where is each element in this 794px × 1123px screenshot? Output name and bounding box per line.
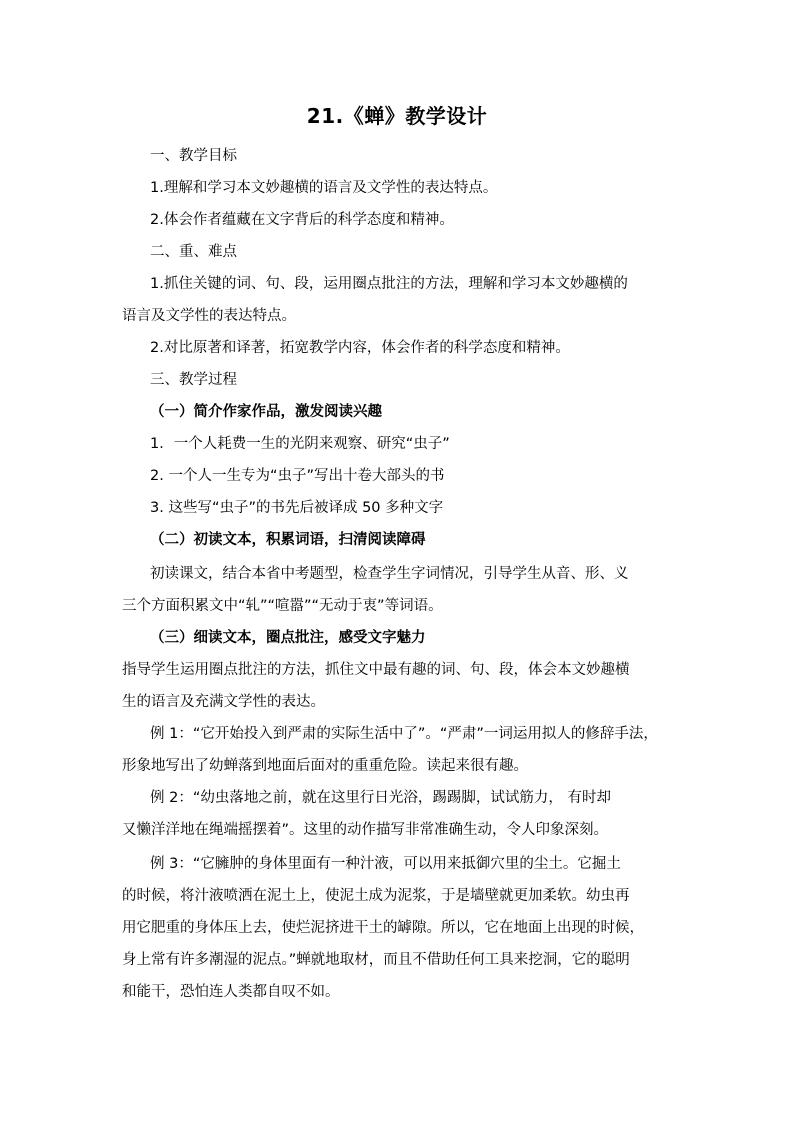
example-3-line-3: 用它肥重的身体压上去，使烂泥挤进干土的罅隙。所以，它在地面上出现的时候， xyxy=(122,920,644,936)
example-1-line-2: 形象地写出了幼蝉落到地面后面对的重重危险。读起来很有趣。 xyxy=(122,758,528,774)
intro-item-2: 2. 一个人一生专为“虫子”写出十卷大部头的书 xyxy=(150,468,445,484)
example-2-line-2: 又懒洋洋地在绳端摇摆着”。这里的动作描写非常准确生动，令人印象深刻。 xyxy=(122,822,609,838)
example-2-line-1: 例 2：“幼虫落地之前，就在这里行日光浴，踢踢脚，试试筋力， 有时却 xyxy=(150,790,611,806)
goal-item-2: 2.体会作者蕴藏在文字背后的科学态度和精神。 xyxy=(150,212,454,228)
document-title: 21.《蝉》教学设计 xyxy=(306,104,488,128)
example-3-line-5: 和能干，恐怕连人类都自叹不如。 xyxy=(122,984,340,1000)
example-3-line-1: 例 3：“它臃肿的身体里面有一种汁液，可以用来抵御穴里的尘土。它掘土 xyxy=(150,856,621,872)
close-reading-line-1: 指导学生运用圈点批注的方法，抓住文中最有趣的词、句、段，体会本文妙趣横 xyxy=(122,662,630,678)
goal-item-1: 1.理解和学习本文妙趣横的语言及文学性的表达特点。 xyxy=(150,180,498,196)
example-1-line-1: 例 1：“它开始投入到严肃的实际生活中了”。“严肃”一词运用拟人的修辞手法， xyxy=(150,726,658,742)
section-heading-key-points: 二、重、难点 xyxy=(150,244,237,260)
key-point-1-line-2: 语言及文学性的表达特点。 xyxy=(122,308,296,324)
close-reading-line-2: 生的语言及充满文学性的表达。 xyxy=(122,694,325,710)
subsection-heading-2: （二）初读文本，积累词语，扫清阅读障碍 xyxy=(150,532,426,548)
key-point-1-line-1: 1.抓住关键的词、句、段，运用圈点批注的方法，理解和学习本文妙趣横的 xyxy=(150,276,628,292)
key-point-2: 2.对比原著和译著，拓宽教学内容，体会作者的科学态度和精神。 xyxy=(150,340,570,356)
intro-item-1: 1．一个人耗费一生的光阴来观察、研究“虫子” xyxy=(150,436,450,452)
first-reading-line-1: 初读课文，结合本省中考题型，检查学生字词情况，引导学生从音、形、义 xyxy=(150,566,629,582)
subsection-heading-1: （一）简介作家作品，激发阅读兴趣 xyxy=(150,404,382,420)
section-heading-process: 三、教学过程 xyxy=(150,372,237,388)
example-3-line-4: 身上常有许多潮湿的泥点。”蝉就地取材，而且不借助任何工具来挖洞，它的聪明 xyxy=(122,952,630,968)
example-3-line-2: 的时候，将汁液喷洒在泥土上，使泥土成为泥浆，于是墙壁就更加柔软。幼虫再 xyxy=(122,888,630,904)
first-reading-line-2: 三个方面积累文中“轧”“喧嚣”“无动于衷”等词语。 xyxy=(122,598,443,614)
section-heading-goals: 一、教学目标 xyxy=(150,148,237,164)
intro-item-3: 3. 这些写“虫子”的书先后被译成 50 多种文字 xyxy=(150,500,444,516)
subsection-heading-3: （三）细读文本，圈点批注，感受文字魅力 xyxy=(150,630,426,646)
